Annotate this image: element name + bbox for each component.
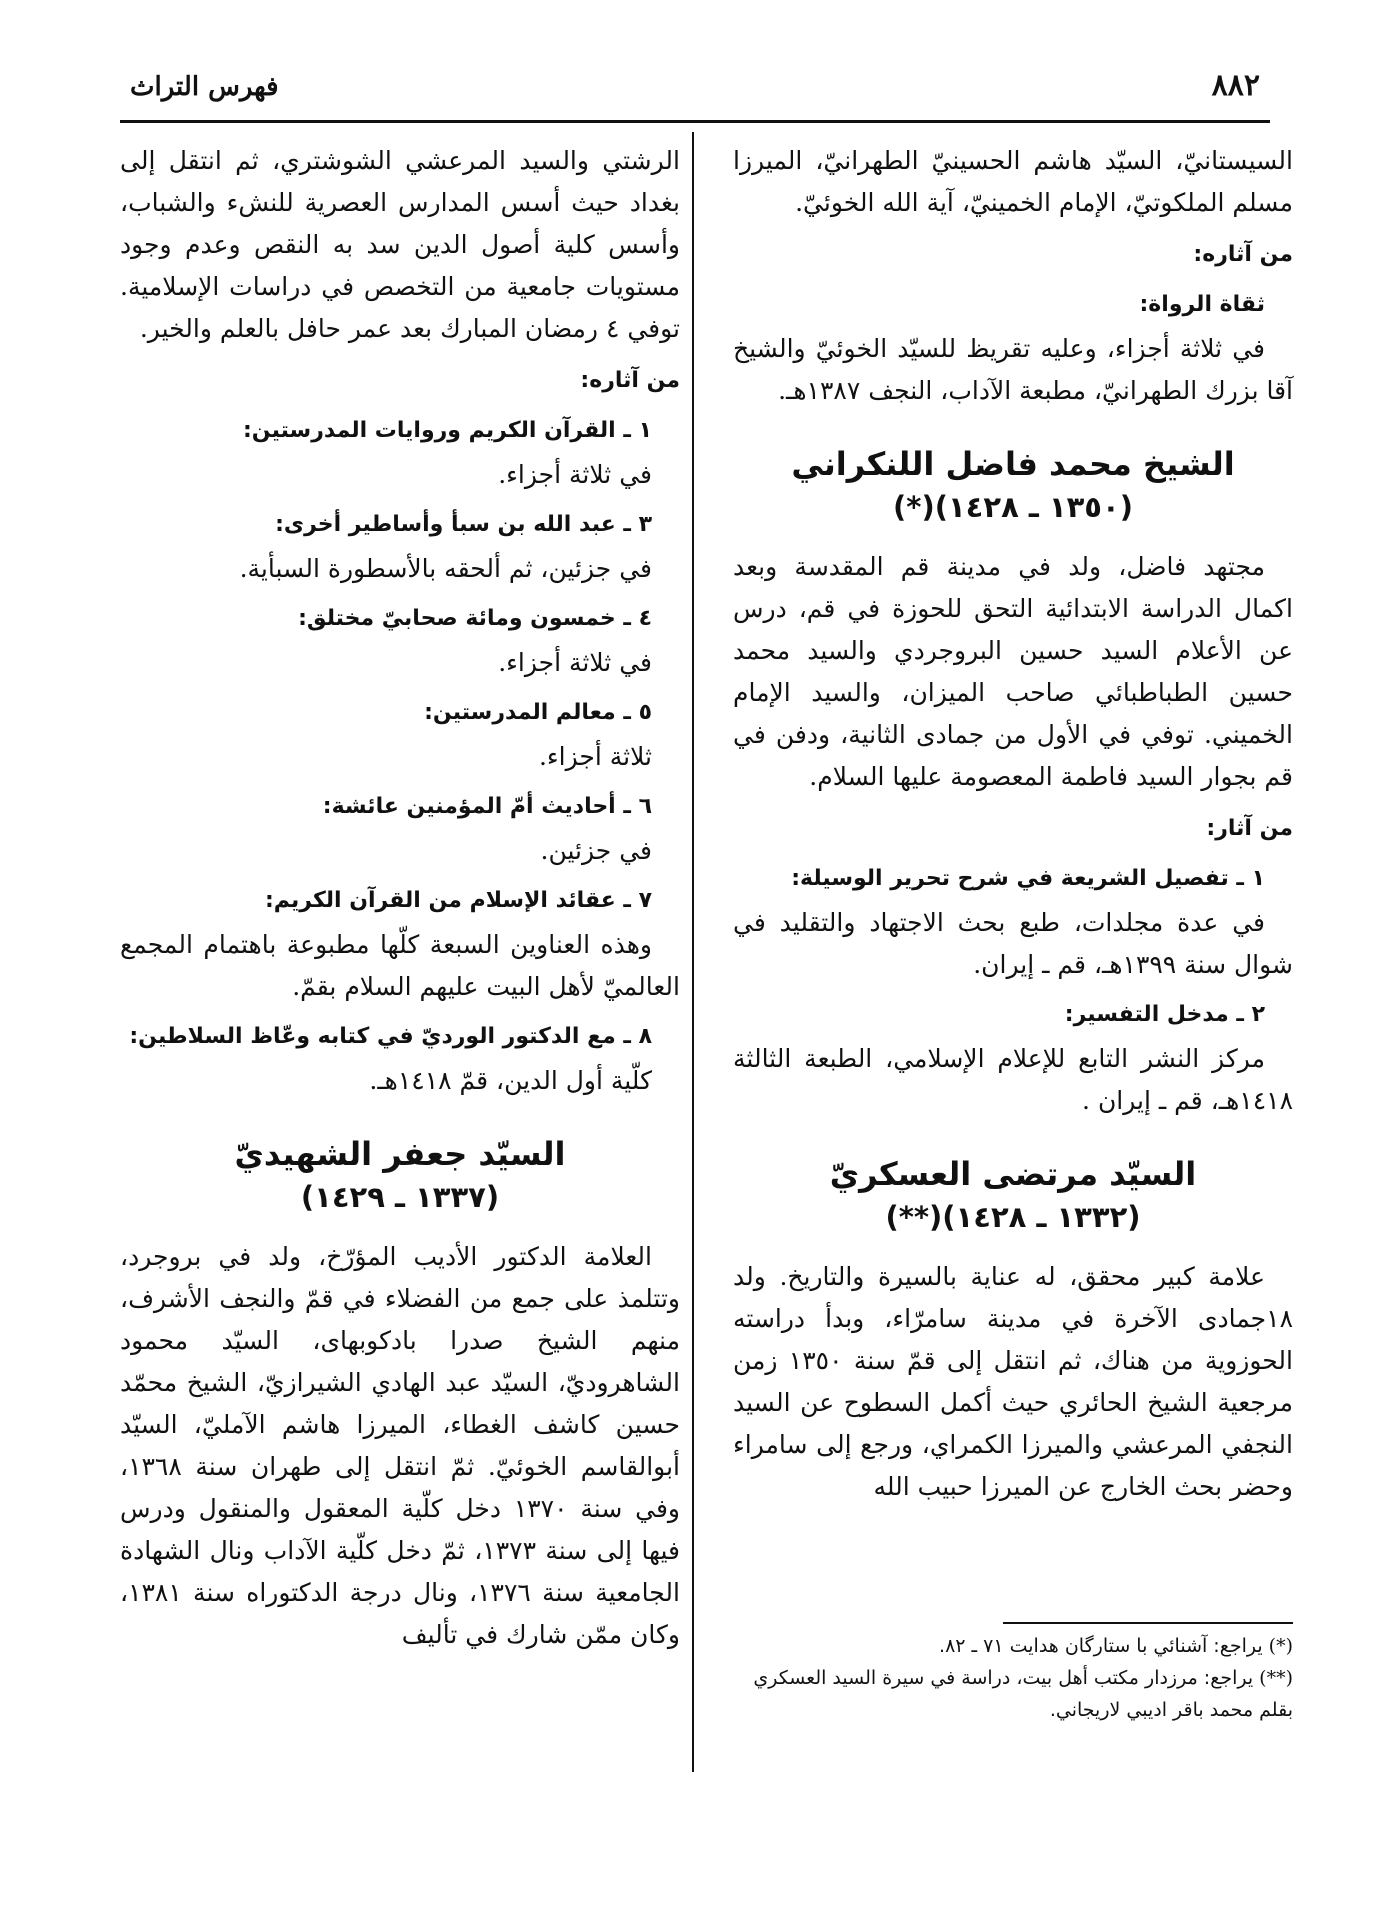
continuation-paragraph: الرشتي والسيد المرعشي الشوشتري، ثم انتقل إلى بغداد حيث أسس المدارس العصرية للنشء والشباب، وأسس كلية أصول الدين سد به النقص وعدم وجود مستويات جامعية من التخصص في دراسات الإسلامية. توفي ٤ رمضان المبارك بعد عمر حافل بالعلم والخير.	[120, 146, 680, 343]
biography-paragraph: علامة كبير محقق، له عناية بالسيرة والتاريخ. ولد ١٨جمادى الآخرة في مدينة سامرّاء، وبدأ دراسته الحوزوية من هناك، ثم انتقل إلى قمّ سنة ١٣٥٠ زمن مرجعية الشيخ الحائري حيث أكمل السطوح عن السيد النجفي المرعشي والميرزا الكمراي، ورجع إلى سامراء وحضر بحث الخارج عن الميرزا حبيب الله	[733, 1262, 1293, 1501]
work-description: كلّية أول الدين، قمّ ١٤١٨هـ.	[369, 1066, 652, 1095]
work-title: ١ ـ القرآن الكريم وروايات المدرستين:	[243, 418, 652, 443]
right-column	[733, 140, 1293, 1514]
biography-name: السيّد مرتضى العسكريّ	[829, 1155, 1197, 1193]
running-title: فهرس التراث	[130, 72, 279, 102]
work-description: في ثلاثة أجزاء، وعليه تقريظ للسيّد الخوئيّ والشيخ آقا بزرك الطهرانيّ، مطبعة الآداب، النجف ١٣٨٧هـ.	[733, 334, 1293, 405]
work-title: ٧ ـ عقائد الإسلام من القرآن الكريم:	[264, 888, 652, 913]
work-description: في جزئين.	[540, 836, 652, 865]
work-description: في عدة مجلدات، طبع بحث الاجتهاد والتقليد في شوال سنة ١٣٩٩هـ، قم ـ إيران.	[733, 908, 1293, 979]
biography-dates: (١٣٣٢ ـ ١٤٢٨)(**)	[885, 1200, 1141, 1234]
biography-paragraph: العلامة الدكتور الأديب المؤرّخ، ولد في بروجرد، وتتلمذ على جمع من الفضلاء في قمّ والنجف الأشرف، منهم الشيخ صدرا بادكوبهاى، السيّد محمود الشاهروديّ، السيّد عبد الهادي الشيرازيّ، الشيخ محمّد حسين كاشف الغطاء، الميرزا هاشم الآمليّ، السيّد أبوالقاسم الخوئيّ. ثمّ انتقل إلى طهران سنة ١٣٦٨، وفي سنة ١٣٧٠ دخل كلّية المعقول والمنقول ودرس فيها إلى سنة ١٣٧٣، ثمّ دخل كلّية الآداب ونال الشهادة الجامعية سنة ١٣٧٦، ونال درجة الدكتوراه سنة ١٣٨١، وكان ممّن شارك في تأليف	[120, 1242, 680, 1649]
work-description: ثلاثة أجزاء.	[538, 742, 652, 771]
biography-dates: (١٣٣٧ ـ ١٤٢٩)	[300, 1180, 500, 1214]
works-heading: من آثار:	[1206, 816, 1293, 841]
work-title: ٦ ـ أحاديث أمّ المؤمنين عائشة:	[322, 794, 652, 819]
work-title: ٨ ـ مع الدكتور الورديّ في كتابه وعّاظ السلاطين:	[129, 1024, 652, 1049]
footnote-text: يراجع: مرزدار مكتب أهل بيت، دراسة في سيرة السيد العسكري بقلم محمد باقر اديبي لاريجاني.	[753, 1667, 1293, 1721]
page-header	[120, 64, 1270, 123]
works-heading: من آثاره:	[580, 368, 680, 393]
footnotes	[733, 1622, 1293, 1726]
footnote-rule	[1003, 1622, 1293, 1624]
footnote	[733, 1662, 1293, 1726]
work-title: ٤ ـ خمسون ومائة صحابيّ مختلق:	[298, 606, 652, 631]
biography-name: الشيخ محمد فاضل اللنكراني	[791, 445, 1235, 483]
intro-paragraph: السيستانيّ، السيّد هاشم الحسينيّ الطهرانيّ، الميرزا مسلم الملكوتيّ، الإمام الخمينيّ، آية الله الخوئيّ.	[733, 146, 1293, 217]
work-description: في جزئين، ثم ألحقه بالأسطورة السبأية.	[239, 554, 652, 583]
footnote-marker: (**)	[1259, 1667, 1293, 1689]
biography-paragraph: مجتهد فاضل، ولد في مدينة قم المقدسة وبعد اكمال الدراسة الابتدائية التحق للحوزة في قم، درس عن الأعلام السيد حسين البروجردي والسيد محمد حسين الطباطبائي صاحب الميزان، والسيد الإمام الخميني. توفي في الأول من جمادى الثانية، ودفن في قم بجوار السيد فاطمة المعصومة عليها السلام.	[733, 552, 1293, 791]
works-heading: من آثاره:	[1193, 242, 1293, 267]
work-title: ٥ ـ معالم المدرستين:	[424, 700, 652, 725]
left-column	[120, 140, 680, 1662]
work-title: ثقاة الرواة:	[1139, 292, 1265, 317]
work-description: مركز النشر التابع للإعلام الإسلامي، الطبعة الثالثة ١٤١٨هـ، قم ـ إيران .	[733, 1044, 1293, 1115]
work-title: ٣ ـ عبد الله بن سبأ وأساطير أخرى:	[275, 512, 652, 537]
footnote-text: يراجع: آشنائي با ستارگان هدايت ٧١ ـ ٨٢.	[939, 1635, 1263, 1657]
biography-name: السيّد جعفر الشهيديّ	[234, 1135, 566, 1173]
work-description: وهذه العناوين السبعة كلّها مطبوعة باهتمام المجمع العالميّ لأهل البيت عليهم السلام بقمّ.	[120, 930, 680, 1001]
work-title: ١ ـ تفصيل الشريعة في شرح تحرير الوسيلة:	[791, 866, 1265, 891]
work-description: في ثلاثة أجزاء.	[498, 460, 652, 489]
work-description: في ثلاثة أجزاء.	[498, 648, 652, 677]
footnote	[733, 1630, 1293, 1662]
footnote-marker: (*)	[1268, 1635, 1293, 1657]
biography-dates: (١٣٥٠ ـ ١٤٢٨)(*)	[893, 490, 1133, 524]
work-title: ٢ ـ مدخل التفسير:	[1064, 1002, 1265, 1027]
column-divider	[692, 132, 694, 1772]
page-number: ٨٨٢	[1211, 68, 1260, 103]
